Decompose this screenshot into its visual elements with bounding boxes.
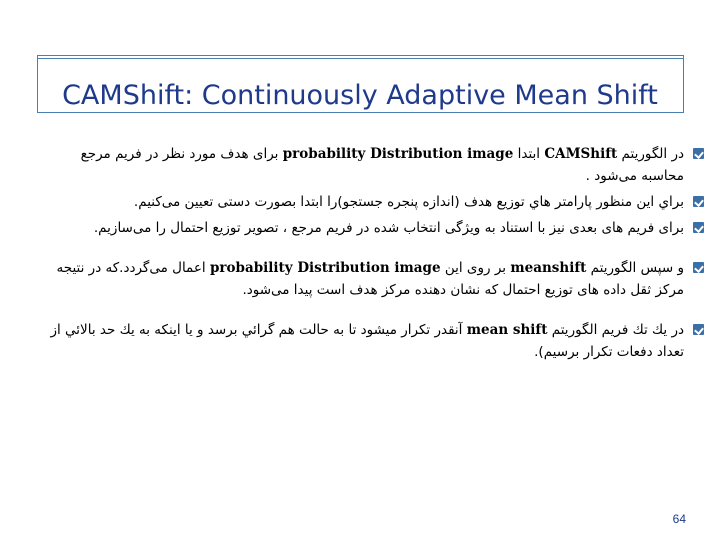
term-mean-shift: mean shift bbox=[466, 322, 548, 338]
bullet-item bbox=[40, 143, 704, 187]
term-camshift: CAMShift bbox=[544, 146, 618, 162]
bullet-text: بر روی این bbox=[444, 260, 507, 276]
term-probability-image: probability Distribution image bbox=[282, 146, 514, 162]
bullet-text: و سپس الگوریتم bbox=[590, 260, 684, 276]
bullet-text: ابتدا bbox=[517, 146, 541, 162]
bullet-text: آنقدر تكرار ميشود تا به حالت هم گرائي برسد و يا اينكه به يك حد بالائي از تعداد دفعات تكرار برسيم). bbox=[50, 322, 684, 360]
bullet-text: براي اين منظور پارامتر هاي توزيع هدف (اندازه پنجره جستجو)را ابتدا بصورت دستی تعیین می‌کنیم. bbox=[133, 194, 684, 210]
bullet-text: در يك تك فريم الگوريتم bbox=[551, 322, 684, 338]
bullet-item bbox=[40, 257, 704, 301]
term-meanshift: meanshift bbox=[510, 260, 587, 276]
checkbox-square-icon bbox=[693, 262, 704, 273]
bullet-item bbox=[40, 191, 704, 213]
bullet-text: در الگوریتم bbox=[621, 146, 684, 162]
bullet-item bbox=[40, 217, 704, 239]
checkbox-square-icon bbox=[693, 324, 704, 335]
checkbox-square-icon bbox=[693, 148, 704, 159]
page-number: 64 bbox=[672, 512, 686, 526]
slide-content bbox=[40, 143, 704, 367]
bullet-text: برای فریم های بعدی نیز با استناد به ویژگی انتخاب شده در فریم مرجع ، تصویر توزیع احتمال را می‌سازیم. bbox=[93, 220, 684, 236]
slide-title: CAMShift: Continuously Adaptive Mean Shift bbox=[62, 80, 658, 111]
bullet-text: اعمال می‌گردد.که در نتیجه مرکز ثقل داده های توزیع احتمال که نشان دهنده مرکز هدف است پیدا می‌شود. bbox=[56, 260, 684, 298]
term-probability-image: probability Distribution image bbox=[209, 260, 441, 276]
checkbox-square-icon bbox=[693, 222, 704, 233]
checkbox-square-icon bbox=[693, 196, 704, 207]
bullet-text: برای هدف مورد نظر در فریم مرجع محاسبه می‌شود . bbox=[80, 146, 684, 184]
bullet-item bbox=[40, 319, 704, 363]
